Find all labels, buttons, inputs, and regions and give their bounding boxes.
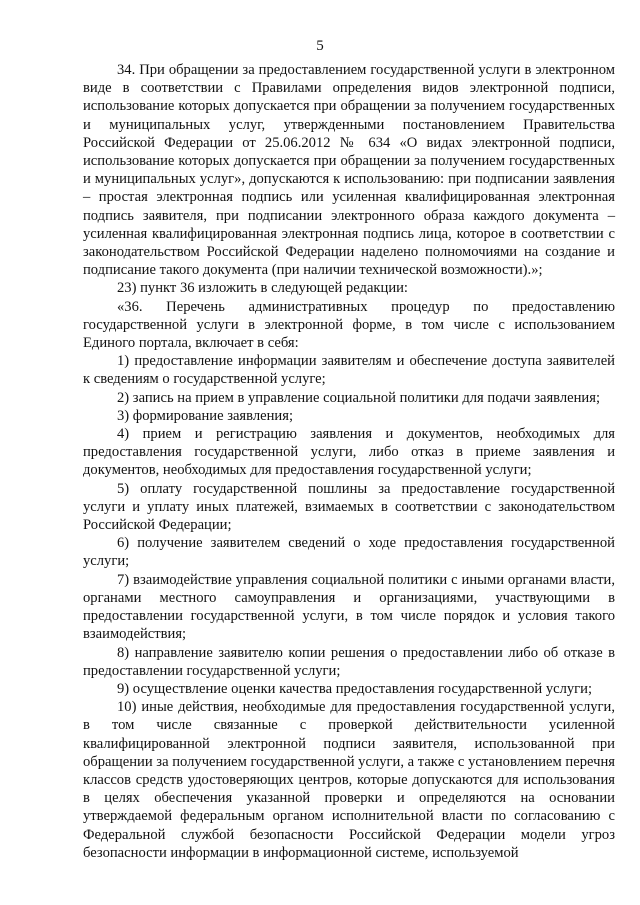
list-item-7: 7) взаимодействие управления социальной политики с иными органами власти, органами местного самоуправления и организациями, участвующими в предоставлении государственной услуги, в том числе порядок и условия такого взаимодействия; [83,571,615,643]
list-item-2: 2) запись на прием в управление социальной политики для подачи заявления; [117,389,601,406]
list-item-3: 3) формирование заявления; [117,407,293,424]
list-item-1: 1) предоставление информации заявителям и обеспечение доступа заявителей к сведениям о государственной услуге; [83,353,615,388]
paragraph-amendment-23: 23) пункт 36 изложить в следующей редакции: [117,280,408,297]
list-item-4: 4) прием и регистрацию заявления и документов, необходимых для предоставления государственной услуги, либо отказ в приеме заявления и документов, необходимых для предоставления государственной услуги; [83,426,615,479]
list-item-6: 6) получение заявителем сведений о ходе предоставления государственной услуги; [83,535,615,570]
list-item-9: 9) осуществление оценки качества предоставления государственной услуги; [117,680,593,697]
page-number: 5 [316,38,324,54]
paragraph-36-intro: «36. Перечень административных процедур по предоставлению государственной услуги в электронной форме, в том числе с использованием Единого портала, включает в себя: [83,298,615,352]
list-item-10: 10) иные действия, необходимые для предоставления государственной услуги, в том числе связанные с проверкой действительности усиленной квалифицированной электронной подписи заявителя, использованной при обращении за получением государственной услуги, а также с установлением перечня классов средств удостоверяющих центров, которые допускаются для использования в целях обеспечения указанной проверки и определяются на основании утверждаемой федеральным органом исполнительной власти по согласованию с Федеральной службой безопасности Российской Федерации модели угроз безопасности информации в информационной системе, используемой [83,699,615,861]
paragraph-34: 34. При обращении за предоставлением государственной услуги в электронном виде в соответствии с Правилами определения видов электронной подписи, использование которых допускается при обращении за получением государственных и муниципальных услуг, утвержденными постановлением Правительства Российской Федерации от 25.06.2012 № 634 «О видах электронной подписи, использование которых допускается при обращении за получением государственных и муниципальных услуг», допускаются к использованию: при подписании заявления – простая электронная подпись или усиленная квалифицированная электронная подпись заявителя, при подписании электронного образа каждого документа – усиленная квалифицированная электронная подпись лица, которое в соответствии с законодательством Российской Федерации наделено полномочиями на создание и подписание такого документа (при наличии технической возможности).»; [83,62,615,279]
document-body [83,61,615,862]
list-item-8: 8) направление заявителю копии решения о предоставлении либо об отказе в предоставлении государственной услуги; [83,644,615,679]
list-item-5: 5) оплату государственной пошлины за предоставление государственной услуги и уплату иных платежей, взимаемых в соответствии с законодательством Российской Федерации; [83,480,615,534]
